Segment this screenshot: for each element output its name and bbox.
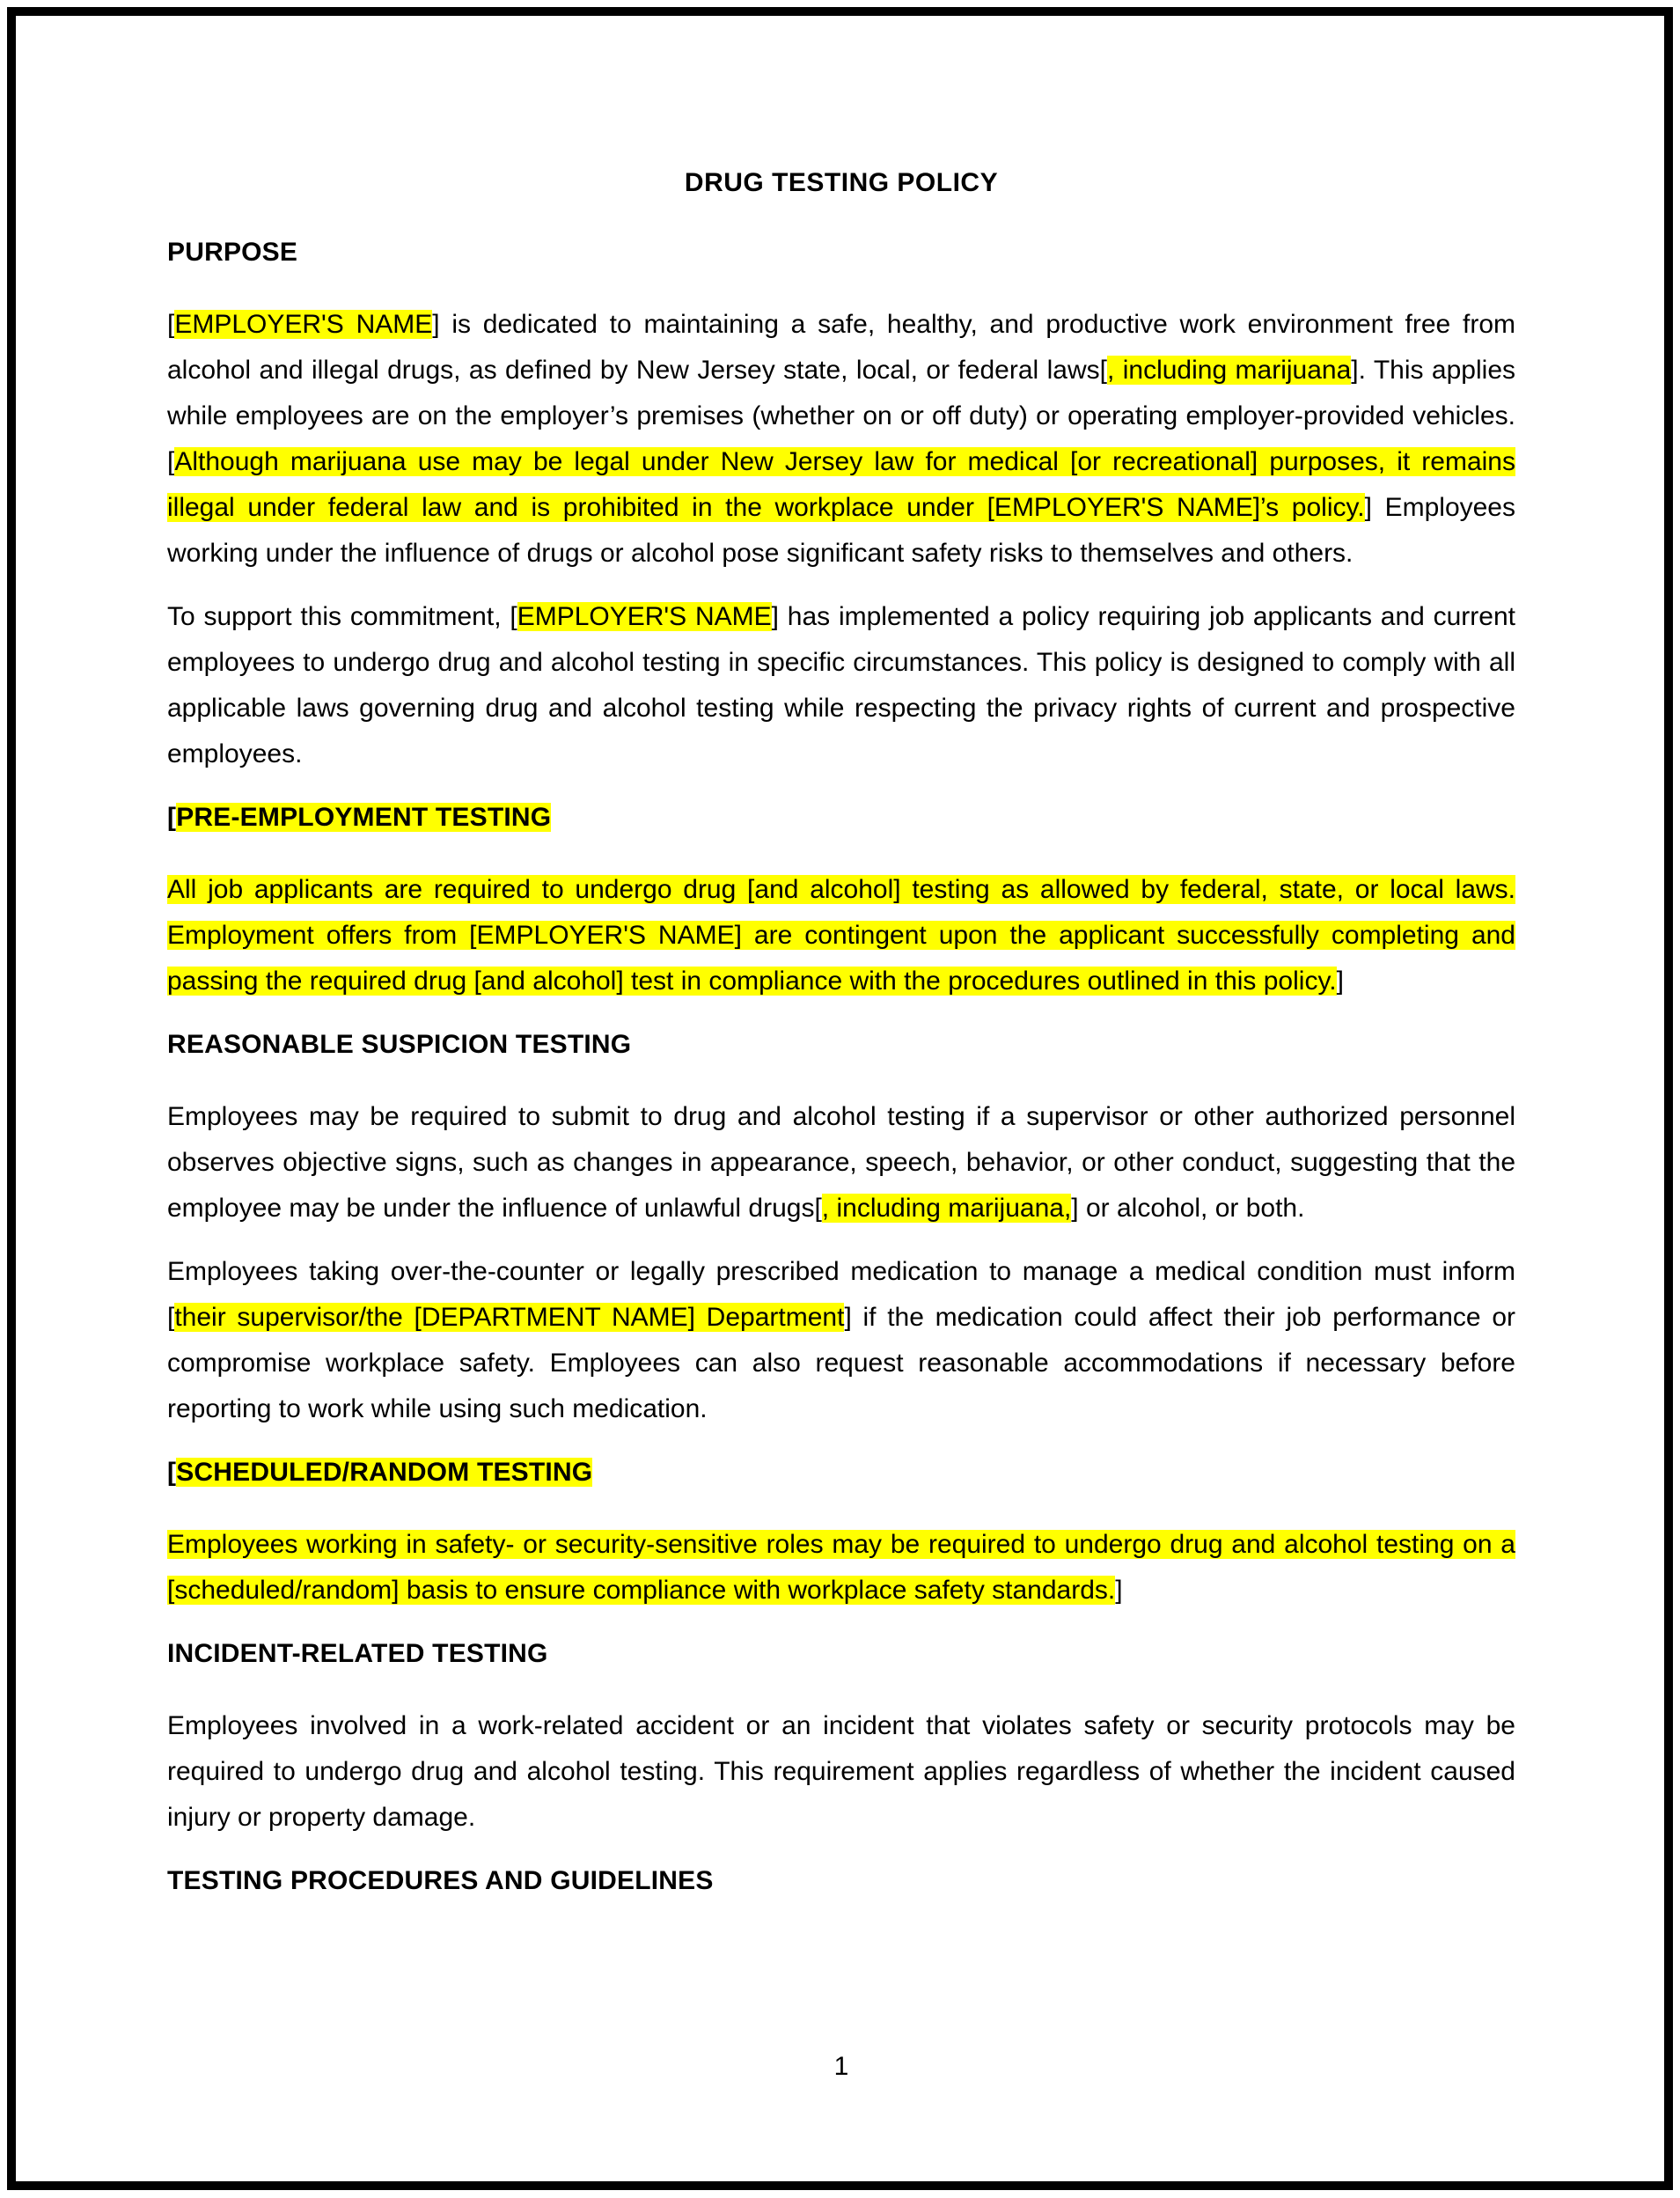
document-body — [167, 230, 1515, 1904]
text-run: TESTING PROCEDURES AND GUIDELINES — [167, 1866, 714, 1895]
section-heading — [167, 1022, 1515, 1068]
text-run: ] has implemented a policy requiring job applicants and current employees to undergo drug and alcohol testing in specific circumstances. This policy is designed to comply with all applicable laws governing drug and alcohol testing while respecting the privacy rights of current and prospective employees. — [167, 602, 1515, 768]
highlighted-text: Although marijuana use may be legal under New Jersey law for medical [or recreational] purposes, it remains illegal under federal law and is prohibited in the workplace under [EMPLOYER'S NAME]’s policy. — [167, 447, 1515, 522]
text-run: ] — [1115, 1576, 1123, 1605]
text-run: ] — [1336, 967, 1344, 996]
section-heading — [167, 1631, 1515, 1677]
highlighted-text: All job applicants are required to undergo drug [and alcohol] testing as allowed by federal, state, or local laws. Employment offers from [EMPLOYER'S NAME] are contingent upon the applicant successfully completing and passing the required drug [and alcohol] test in compliance with the procedures outlined in this policy. — [167, 875, 1515, 996]
section-heading — [167, 1858, 1515, 1904]
highlighted-text: Employees working in safety- or security-sensitive roles may be required to undergo drug and alcohol testing on a [scheduled/random] basis to ensure compliance with workplace safety standards. — [167, 1530, 1515, 1605]
page-number: 1 — [833, 2052, 849, 2081]
text-run: PURPOSE — [167, 238, 298, 267]
text-run: Employees taking over-the-counter or legally prescribed medication to manage a medical condition must inform [ — [167, 1257, 1515, 1332]
text-run: ] if the medication could affect their job performance or compromise workplace safety. Employees can also request reasonable accommodations if necessary before reporting to work while using such medication. — [167, 1303, 1515, 1423]
text-run: [ — [167, 803, 177, 832]
text-run: Employees involved in a work-related accident or an incident that violates safety or security protocols may be required to undergo drug and alcohol testing. This requirement applies regardless of whether the incident caused injury or property damage. — [167, 1711, 1515, 1832]
paragraph — [167, 1703, 1515, 1841]
text-run: [ — [167, 1458, 177, 1487]
paragraph — [167, 1249, 1515, 1432]
paragraph — [167, 302, 1515, 577]
paragraph — [167, 867, 1515, 1004]
section-heading — [167, 230, 1515, 276]
section-heading — [167, 1450, 1515, 1496]
highlighted-text: their supervisor/the [DEPARTMENT NAME] Department — [174, 1303, 845, 1332]
text-run: ]. This applies while employees are on the employer’s premises (whether on or off duty) or operating employer-provided vehicles. [ — [167, 356, 1516, 476]
highlighted-text: EMPLOYER'S NAME — [174, 310, 433, 339]
text-run: ] or alcohol, or both. — [1071, 1194, 1305, 1223]
paragraph — [167, 594, 1515, 777]
highlighted-text: , including marijuana — [1106, 356, 1352, 385]
highlighted-text: EMPLOYER'S NAME — [517, 602, 772, 631]
page-content — [167, 0, 1515, 2198]
text-run: Employees may be required to submit to drug and alcohol testing if a supervisor or other authorized personnel observes objective signs, such as changes in appearance, speech, behavior, or other conduct, suggesting that the employee may be under the influence of unlawful drugs[ — [167, 1102, 1515, 1223]
text-run: To support this commitment, [ — [167, 602, 517, 631]
highlighted-text: PRE-EMPLOYMENT TESTING — [176, 803, 552, 832]
text-run: ] Employees working under the influence of drugs or alcohol pose significant safety risks to themselves and others. — [167, 493, 1515, 568]
document-title: DRUG TESTING POLICY — [684, 168, 999, 197]
paragraph — [167, 1522, 1515, 1614]
text-run: [ — [167, 310, 175, 339]
paragraph — [167, 1094, 1515, 1231]
text-run: REASONABLE SUSPICION TESTING — [167, 1030, 632, 1059]
highlighted-text: SCHEDULED/RANDOM TESTING — [176, 1458, 593, 1487]
highlighted-text: , including marijuana, — [821, 1194, 1072, 1223]
text-run: INCIDENT-RELATED TESTING — [167, 1639, 548, 1668]
text-run: ] is dedicated to maintaining a safe, healthy, and productive work environment free from alcohol and illegal drugs, as defined by New Jersey state, local, or federal laws[ — [167, 310, 1515, 385]
section-heading — [167, 795, 1515, 841]
